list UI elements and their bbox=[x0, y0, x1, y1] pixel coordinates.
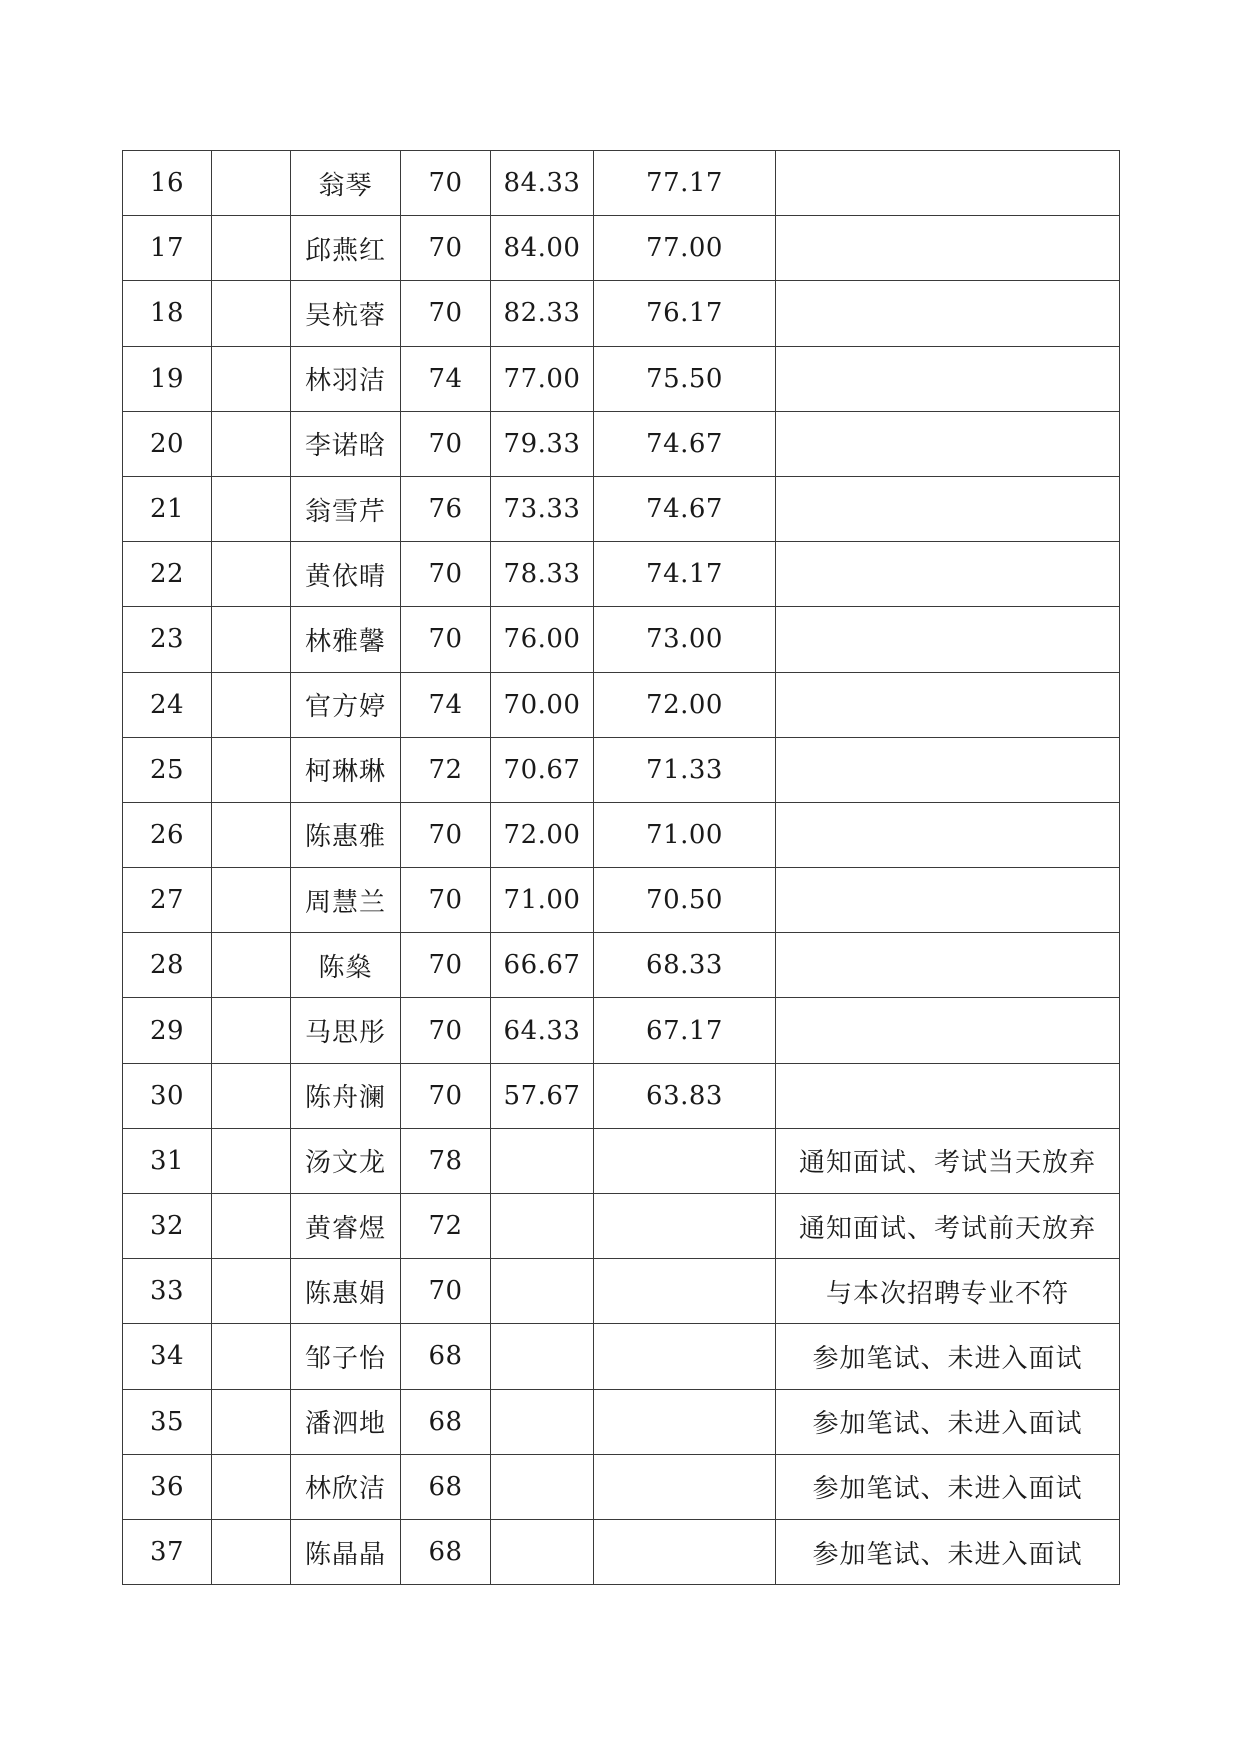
interview-score-cell: 70.00 bbox=[491, 672, 594, 737]
interview-score-cell: 64.33 bbox=[491, 998, 594, 1063]
row-number-cell: 18 bbox=[123, 281, 212, 346]
blank-cell bbox=[212, 998, 291, 1063]
blank-cell bbox=[212, 1063, 291, 1128]
remark-cell bbox=[776, 151, 1120, 216]
total-score-cell: 63.83 bbox=[594, 1063, 776, 1128]
written-score-cell: 74 bbox=[401, 672, 491, 737]
interview-score-cell: 76.00 bbox=[491, 607, 594, 672]
written-score-cell: 72 bbox=[401, 1194, 491, 1259]
remark-cell bbox=[776, 998, 1120, 1063]
table-row bbox=[123, 607, 1120, 672]
row-number-cell: 35 bbox=[123, 1389, 212, 1454]
written-score-cell: 70 bbox=[401, 281, 491, 346]
interview-score-cell: 78.33 bbox=[491, 542, 594, 607]
interview-score-cell bbox=[491, 1519, 594, 1584]
interview-score-cell: 72.00 bbox=[491, 802, 594, 867]
blank-cell bbox=[212, 476, 291, 541]
total-score-cell bbox=[594, 1324, 776, 1389]
candidate-name-cell: 李诺晗 bbox=[291, 411, 401, 476]
remark-cell: 参加笔试、未进入面试 bbox=[776, 1519, 1120, 1584]
written-score-cell: 70 bbox=[401, 998, 491, 1063]
candidate-name-cell: 邱燕红 bbox=[291, 216, 401, 281]
table-row bbox=[123, 1454, 1120, 1519]
total-score-cell bbox=[594, 1519, 776, 1584]
interview-score-cell bbox=[491, 1324, 594, 1389]
written-score-cell: 70 bbox=[401, 1063, 491, 1128]
table-row bbox=[123, 868, 1120, 933]
remark-cell bbox=[776, 216, 1120, 281]
interview-score-cell bbox=[491, 1259, 594, 1324]
table-row bbox=[123, 542, 1120, 607]
interview-score-cell: 79.33 bbox=[491, 411, 594, 476]
remark-cell: 参加笔试、未进入面试 bbox=[776, 1324, 1120, 1389]
row-number-cell: 26 bbox=[123, 802, 212, 867]
candidate-name-cell: 黄睿煜 bbox=[291, 1194, 401, 1259]
candidate-name-cell: 汤文龙 bbox=[291, 1128, 401, 1193]
remark-cell bbox=[776, 607, 1120, 672]
remark-cell bbox=[776, 476, 1120, 541]
written-score-cell: 68 bbox=[401, 1454, 491, 1519]
candidate-name-cell: 吴杭蓉 bbox=[291, 281, 401, 346]
blank-cell bbox=[212, 216, 291, 281]
table-row bbox=[123, 1128, 1120, 1193]
row-number-cell: 19 bbox=[123, 346, 212, 411]
row-number-cell: 32 bbox=[123, 1194, 212, 1259]
candidate-name-cell: 官方婷 bbox=[291, 672, 401, 737]
row-number-cell: 33 bbox=[123, 1259, 212, 1324]
table-row bbox=[123, 1259, 1120, 1324]
candidate-name-cell: 林羽洁 bbox=[291, 346, 401, 411]
candidate-name-cell: 陈惠雅 bbox=[291, 802, 401, 867]
interview-score-cell: 71.00 bbox=[491, 868, 594, 933]
remark-cell bbox=[776, 346, 1120, 411]
blank-cell bbox=[212, 1324, 291, 1389]
blank-cell bbox=[212, 1128, 291, 1193]
blank-cell bbox=[212, 1454, 291, 1519]
interview-score-cell: 57.67 bbox=[491, 1063, 594, 1128]
total-score-cell bbox=[594, 1389, 776, 1454]
blank-cell bbox=[212, 411, 291, 476]
table-row bbox=[123, 346, 1120, 411]
interview-score-cell: 66.67 bbox=[491, 933, 594, 998]
row-number-cell: 36 bbox=[123, 1454, 212, 1519]
row-number-cell: 24 bbox=[123, 672, 212, 737]
row-number-cell: 27 bbox=[123, 868, 212, 933]
candidate-name-cell: 陈舟澜 bbox=[291, 1063, 401, 1128]
written-score-cell: 68 bbox=[401, 1389, 491, 1454]
written-score-cell: 70 bbox=[401, 933, 491, 998]
interview-score-cell: 84.33 bbox=[491, 151, 594, 216]
remark-cell: 通知面试、考试前天放弃 bbox=[776, 1194, 1120, 1259]
table-row bbox=[123, 802, 1120, 867]
row-number-cell: 22 bbox=[123, 542, 212, 607]
written-score-cell: 76 bbox=[401, 476, 491, 541]
written-score-cell: 70 bbox=[401, 411, 491, 476]
table-row bbox=[123, 1324, 1120, 1389]
table-row bbox=[123, 672, 1120, 737]
written-score-cell: 68 bbox=[401, 1324, 491, 1389]
total-score-cell: 73.00 bbox=[594, 607, 776, 672]
total-score-cell: 71.33 bbox=[594, 737, 776, 802]
table-row bbox=[123, 1519, 1120, 1584]
candidate-name-cell: 邹子怡 bbox=[291, 1324, 401, 1389]
remark-cell bbox=[776, 933, 1120, 998]
written-score-cell: 70 bbox=[401, 151, 491, 216]
interview-score-cell bbox=[491, 1454, 594, 1519]
blank-cell bbox=[212, 281, 291, 346]
table-row bbox=[123, 476, 1120, 541]
candidate-name-cell: 陈晶晶 bbox=[291, 1519, 401, 1584]
remark-cell bbox=[776, 802, 1120, 867]
blank-cell bbox=[212, 737, 291, 802]
table-row bbox=[123, 151, 1120, 216]
row-number-cell: 29 bbox=[123, 998, 212, 1063]
candidate-name-cell: 翁琴 bbox=[291, 151, 401, 216]
blank-cell bbox=[212, 346, 291, 411]
interview-score-cell bbox=[491, 1389, 594, 1454]
remark-cell bbox=[776, 672, 1120, 737]
remark-cell bbox=[776, 542, 1120, 607]
row-number-cell: 31 bbox=[123, 1128, 212, 1193]
written-score-cell: 70 bbox=[401, 542, 491, 607]
blank-cell bbox=[212, 1194, 291, 1259]
candidate-name-cell: 陈惠娟 bbox=[291, 1259, 401, 1324]
row-number-cell: 25 bbox=[123, 737, 212, 802]
blank-cell bbox=[212, 151, 291, 216]
interview-score-cell: 70.67 bbox=[491, 737, 594, 802]
total-score-cell: 77.17 bbox=[594, 151, 776, 216]
written-score-cell: 70 bbox=[401, 868, 491, 933]
candidate-name-cell: 林雅馨 bbox=[291, 607, 401, 672]
blank-cell bbox=[212, 1519, 291, 1584]
table-row bbox=[123, 998, 1120, 1063]
interview-score-cell: 73.33 bbox=[491, 476, 594, 541]
remark-cell: 与本次招聘专业不符 bbox=[776, 1259, 1120, 1324]
blank-cell bbox=[212, 1259, 291, 1324]
row-number-cell: 16 bbox=[123, 151, 212, 216]
row-number-cell: 17 bbox=[123, 216, 212, 281]
remark-cell bbox=[776, 868, 1120, 933]
total-score-cell: 71.00 bbox=[594, 802, 776, 867]
table-row bbox=[123, 281, 1120, 346]
remark-cell bbox=[776, 281, 1120, 346]
written-score-cell: 68 bbox=[401, 1519, 491, 1584]
row-number-cell: 37 bbox=[123, 1519, 212, 1584]
total-score-cell: 74.67 bbox=[594, 476, 776, 541]
table-row bbox=[123, 933, 1120, 998]
total-score-cell bbox=[594, 1454, 776, 1519]
table-row bbox=[123, 1063, 1120, 1128]
candidate-name-cell: 林欣洁 bbox=[291, 1454, 401, 1519]
candidate-name-cell: 陈燊 bbox=[291, 933, 401, 998]
candidate-name-cell: 黄依晴 bbox=[291, 542, 401, 607]
remark-cell: 通知面试、考试当天放弃 bbox=[776, 1128, 1120, 1193]
remark-cell: 参加笔试、未进入面试 bbox=[776, 1389, 1120, 1454]
candidate-name-cell: 潘泗地 bbox=[291, 1389, 401, 1454]
total-score-cell: 74.67 bbox=[594, 411, 776, 476]
interview-score-cell: 84.00 bbox=[491, 216, 594, 281]
blank-cell bbox=[212, 1389, 291, 1454]
written-score-cell: 74 bbox=[401, 346, 491, 411]
row-number-cell: 21 bbox=[123, 476, 212, 541]
written-score-cell: 70 bbox=[401, 1259, 491, 1324]
interview-score-cell: 82.33 bbox=[491, 281, 594, 346]
row-number-cell: 20 bbox=[123, 411, 212, 476]
total-score-cell: 75.50 bbox=[594, 346, 776, 411]
row-number-cell: 34 bbox=[123, 1324, 212, 1389]
total-score-cell: 76.17 bbox=[594, 281, 776, 346]
remark-cell bbox=[776, 411, 1120, 476]
candidate-name-cell: 翁雪芹 bbox=[291, 476, 401, 541]
total-score-cell: 77.00 bbox=[594, 216, 776, 281]
written-score-cell: 72 bbox=[401, 737, 491, 802]
total-score-cell bbox=[594, 1128, 776, 1193]
remark-cell bbox=[776, 1063, 1120, 1128]
blank-cell bbox=[212, 542, 291, 607]
total-score-cell: 67.17 bbox=[594, 998, 776, 1063]
candidate-name-cell: 马思彤 bbox=[291, 998, 401, 1063]
interview-score-cell bbox=[491, 1128, 594, 1193]
blank-cell bbox=[212, 607, 291, 672]
written-score-cell: 70 bbox=[401, 607, 491, 672]
interview-score-cell: 77.00 bbox=[491, 346, 594, 411]
total-score-cell: 70.50 bbox=[594, 868, 776, 933]
written-score-cell: 70 bbox=[401, 802, 491, 867]
table-row bbox=[123, 411, 1120, 476]
blank-cell bbox=[212, 868, 291, 933]
table-row bbox=[123, 1389, 1120, 1454]
table-row bbox=[123, 1194, 1120, 1259]
blank-cell bbox=[212, 672, 291, 737]
total-score-cell: 74.17 bbox=[594, 542, 776, 607]
row-number-cell: 28 bbox=[123, 933, 212, 998]
remark-cell: 参加笔试、未进入面试 bbox=[776, 1454, 1120, 1519]
candidate-name-cell: 周慧兰 bbox=[291, 868, 401, 933]
interview-score-cell bbox=[491, 1194, 594, 1259]
blank-cell bbox=[212, 933, 291, 998]
total-score-cell: 68.33 bbox=[594, 933, 776, 998]
row-number-cell: 23 bbox=[123, 607, 212, 672]
total-score-cell bbox=[594, 1259, 776, 1324]
total-score-cell: 72.00 bbox=[594, 672, 776, 737]
total-score-cell bbox=[594, 1194, 776, 1259]
written-score-cell: 70 bbox=[401, 216, 491, 281]
results-table bbox=[122, 150, 1120, 1585]
table-row bbox=[123, 216, 1120, 281]
blank-cell bbox=[212, 802, 291, 867]
remark-cell bbox=[776, 737, 1120, 802]
table-row bbox=[123, 737, 1120, 802]
written-score-cell: 78 bbox=[401, 1128, 491, 1193]
row-number-cell: 30 bbox=[123, 1063, 212, 1128]
candidate-name-cell: 柯琳琳 bbox=[291, 737, 401, 802]
results-table-body bbox=[123, 151, 1120, 1585]
